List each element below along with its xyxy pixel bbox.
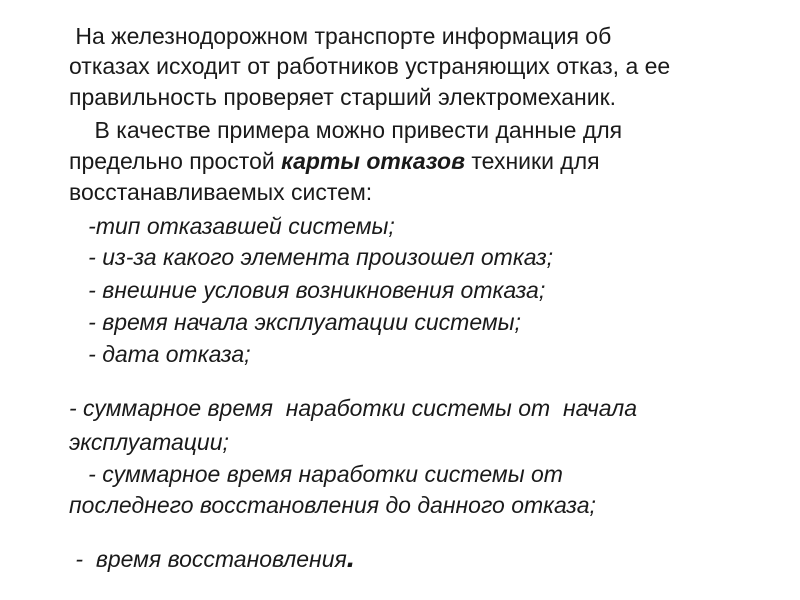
last-restoration-line-2: последнего восстановления до данного отказа;	[69, 492, 596, 518]
list-item-external-conditions: - внешние условия возникновения отказа;	[69, 277, 546, 303]
paragraph-1-line-3: правильность проверяет старший электромеханик.	[69, 84, 617, 110]
paragraph-2-line-3: восстанавливаемых систем:	[69, 179, 373, 205]
restoration-time	[69, 543, 355, 574]
paragraph-2-line-2-start: предельно простой	[69, 148, 282, 174]
paragraph-2-line-1: В качестве примера можно привести данные для	[69, 117, 623, 143]
last-restoration-line-1: - суммарное время наработки системы от	[69, 461, 563, 487]
paragraph-1-line-1: На железнодорожном транспорте информация об	[69, 23, 612, 49]
list-item-failure-date: - дата отказа;	[69, 341, 251, 367]
cumulative-time-line-2: эксплуатации;	[69, 429, 229, 455]
terminal-period: .	[346, 541, 356, 574]
list-item-operation-start: - время начала эксплуатации системы;	[69, 309, 521, 335]
paragraph-2-line-2-end: техники для	[465, 148, 600, 174]
cumulative-time-line-1: - суммарное время наработки системы от начала	[69, 395, 638, 421]
paragraph-1-line-2: отказах исходит от работников устраняющих отказ, а ее	[69, 53, 671, 79]
list-item-failed-element: - из-за какого элемента произошел отказ;	[69, 244, 554, 270]
failure-map-term: карты отказов	[281, 148, 465, 174]
list-item-system-type: -тип отказавшей системы;	[69, 213, 395, 239]
restoration-time-text: - время восстановления	[69, 546, 347, 572]
paragraph-2-line-2	[69, 146, 600, 176]
